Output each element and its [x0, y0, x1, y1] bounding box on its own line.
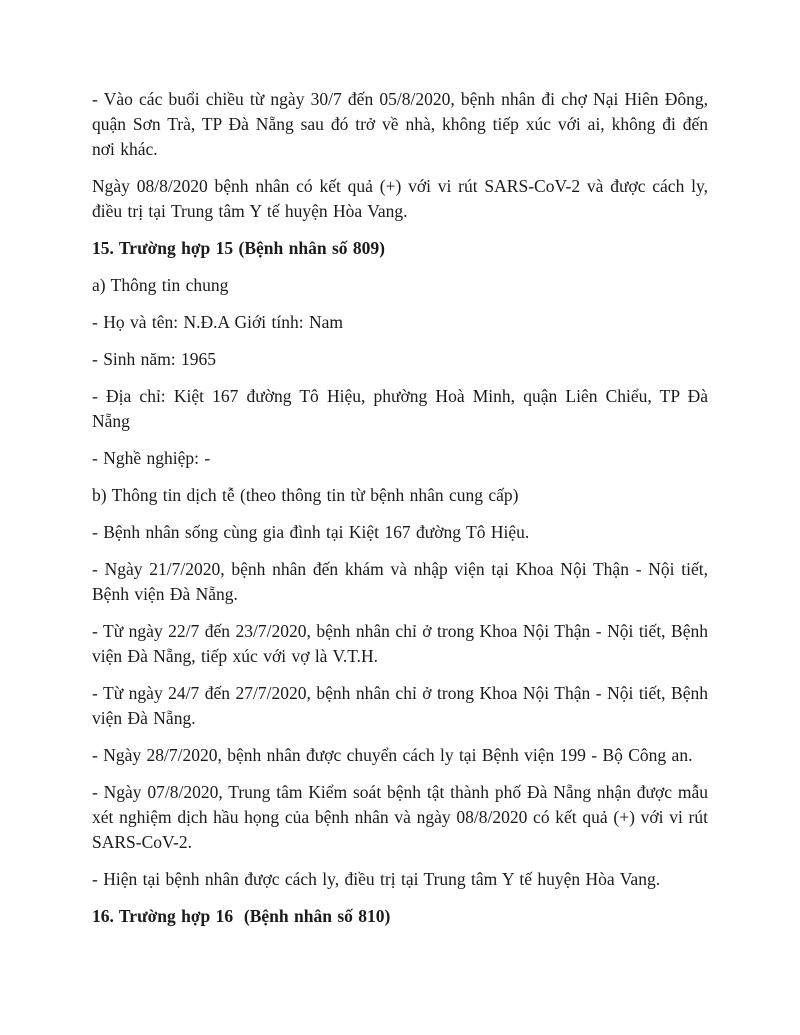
para-positive-result: Ngày 08/8/2020 bệnh nhân có kết quả (+) với vi rút SARS-CoV-2 và được cách ly, điều trị tại Trung tâm Y tế huyện Hòa Vang. [92, 176, 708, 221]
item-current-status: - Hiện tại bệnh nhân được cách ly, điều trị tại Trung tâm Y tế huyện Hòa Vang. [92, 869, 661, 889]
label-general-info: a) Thông tin chung [92, 275, 229, 295]
item-occupation: - Nghề nghiệp: - [92, 448, 211, 468]
heading-case-15: 15. Trường hợp 15 (Bệnh nhân số 809) [92, 238, 385, 258]
item-0708-cdc-sample: - Ngày 07/8/2020, Trung tâm Kiểm soát bệnh tật thành phố Đà Nẵng nhận được mẫu xét nghiệm dịch hầu họng của bệnh nhân và ngày 08/8/2020 có kết quả (+) với vi rút SARS-CoV-2. [92, 782, 708, 852]
item-residence: - Bệnh nhân sống cùng gia đình tại Kiệt 167 đường Tô Hiệu. [92, 522, 530, 542]
item-2207-2307-ward: - Từ ngày 22/7 đến 23/7/2020, bệnh nhân chỉ ở trong Khoa Nội Thận - Nội tiết, Bệnh viện Đà Nẵng, tiếp xúc với vợ là V.T.H. [92, 621, 708, 666]
item-2807-transfer: - Ngày 28/7/2020, bệnh nhân được chuyển cách ly tại Bệnh viện 199 - Bộ Công an. [92, 745, 693, 765]
item-address: - Địa chỉ: Kiệt 167 đường Tô Hiệu, phường Hoà Minh, quận Liên Chiểu, TP Đà Nẵng [92, 386, 708, 431]
item-2107-admission: - Ngày 21/7/2020, bệnh nhân đến khám và nhập viện tại Khoa Nội Thận - Nội tiết, Bệnh viện Đà Nẵng. [92, 559, 708, 604]
item-name-gender: - Họ và tên: N.Đ.A Giới tính: Nam [92, 312, 344, 332]
document-body [92, 87, 708, 929]
item-2407-2707-ward: - Từ ngày 24/7 đến 27/7/2020, bệnh nhân chỉ ở trong Khoa Nội Thận - Nội tiết, Bệnh viện Đà Nẵng. [92, 683, 708, 728]
heading-case-16: 16. Trường hợp 16 (Bệnh nhân số 810) [92, 906, 391, 926]
label-epi-info: b) Thông tin dịch tễ (theo thông tin từ bệnh nhân cung cấp) [92, 485, 519, 505]
item-birth-year: - Sinh năm: 1965 [92, 349, 217, 369]
para-market-visits: - Vào các buổi chiều từ ngày 30/7 đến 05/8/2020, bệnh nhân đi chợ Nại Hiên Đông, quận Sơn Trà, TP Đà Nẵng sau đó trở về nhà, không tiếp xúc với ai, không đi đến nơi khác. [92, 89, 708, 159]
